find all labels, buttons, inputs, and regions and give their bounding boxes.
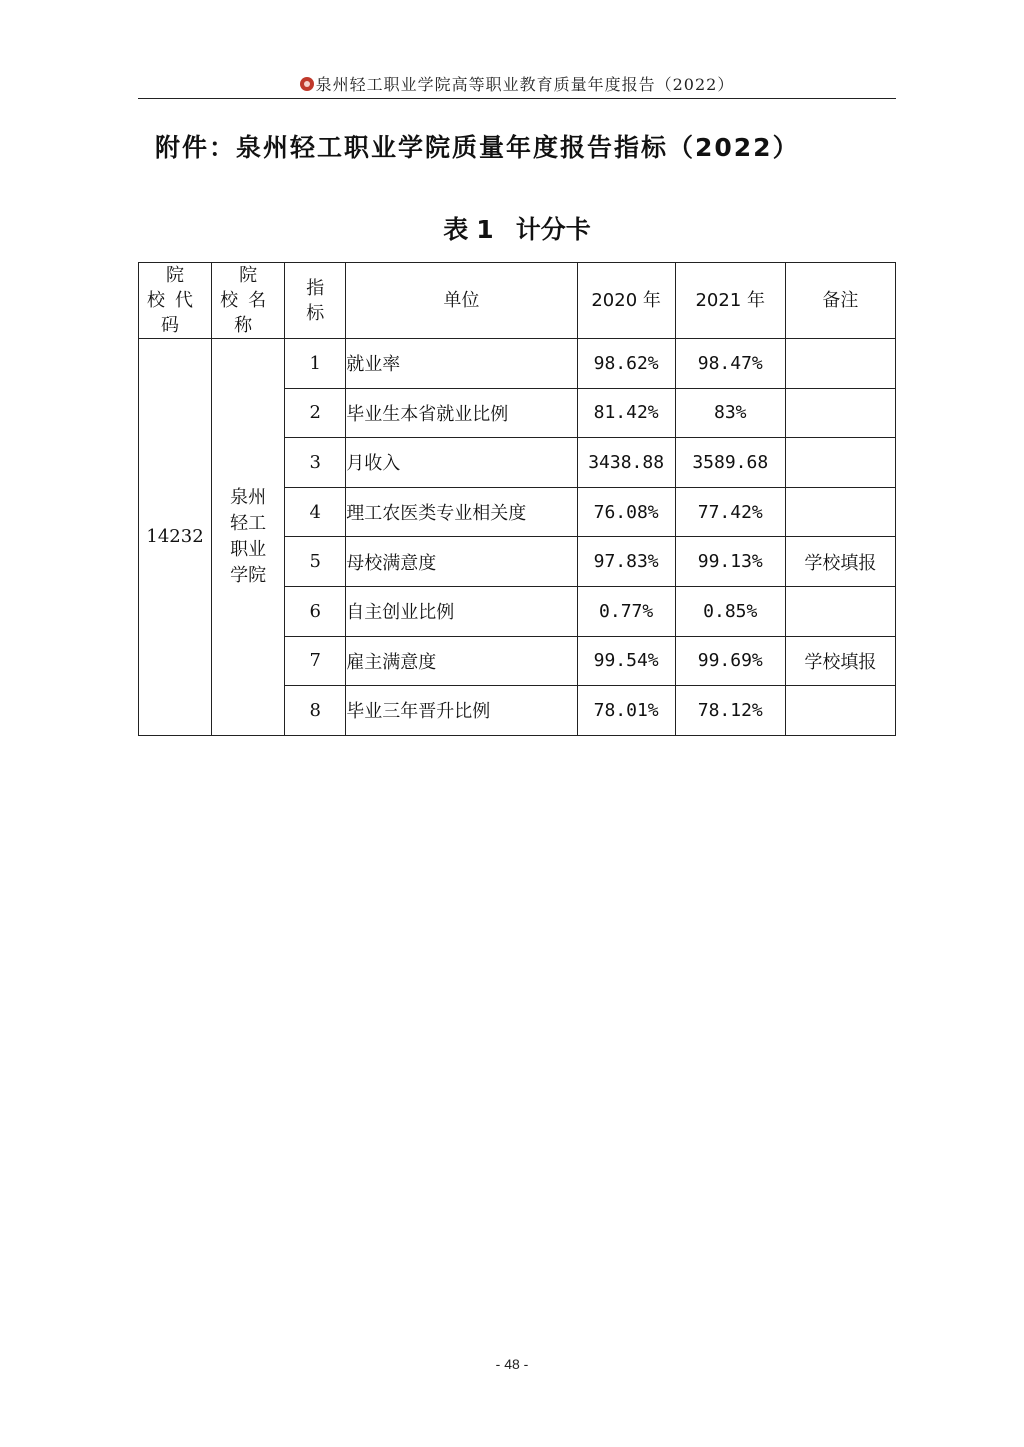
indicator-index-cell: 8 — [285, 686, 346, 736]
value-2020-cell: 3438.88 — [577, 438, 675, 488]
remark-cell — [785, 586, 895, 636]
school-name-cell: 泉州轻工职业学院 — [212, 339, 285, 736]
column-header-remark: 备注 — [785, 263, 895, 339]
indicator-index-cell: 1 — [285, 339, 346, 389]
table-caption — [0, 210, 1024, 246]
table-caption-number: 1 — [476, 215, 494, 244]
value-2020-cell: 78.01% — [577, 686, 675, 736]
unit-cell: 月收入 — [346, 438, 577, 488]
remark-cell: 学校填报 — [785, 537, 895, 587]
indicator-index-cell: 5 — [285, 537, 346, 587]
remark-cell — [785, 388, 895, 438]
value-2020-cell: 97.83% — [577, 537, 675, 587]
remark-cell: 学校填报 — [785, 636, 895, 686]
value-2021-cell: 78.12% — [675, 686, 785, 736]
unit-cell: 理工农医类专业相关度 — [346, 487, 577, 537]
indicator-index-cell: 7 — [285, 636, 346, 686]
indicator-index-cell: 3 — [285, 438, 346, 488]
value-2020-cell: 0.77% — [577, 586, 675, 636]
school-code-cell: 14232 — [139, 339, 212, 736]
value-2021-cell: 99.69% — [675, 636, 785, 686]
unit-cell: 母校满意度 — [346, 537, 577, 587]
remark-cell — [785, 438, 895, 488]
remark-cell — [785, 686, 895, 736]
indicator-index-cell: 6 — [285, 586, 346, 636]
document-heading: 附件：泉州轻工职业学院质量年度报告指标（2022） — [155, 133, 800, 162]
value-2021-cell: 98.47% — [675, 339, 785, 389]
unit-cell: 雇主满意度 — [346, 636, 577, 686]
page-number: - 48 - — [495, 1356, 529, 1372]
unit-cell: 就业率 — [346, 339, 577, 389]
table-caption-title: 计分卡 — [515, 215, 591, 244]
scorecard-table — [138, 262, 896, 736]
running-title: 泉州轻工职业学院高等职业教育质量年度报告（2022） — [315, 75, 735, 94]
value-2021-cell: 99.13% — [675, 537, 785, 587]
column-header-school-name: 院校名称 — [212, 263, 285, 339]
column-header-school-code: 院校代码 — [139, 263, 212, 339]
table-header-row — [139, 263, 896, 339]
column-header-unit: 单位 — [346, 263, 577, 339]
value-2020-cell: 76.08% — [577, 487, 675, 537]
column-header-2021: 2021 年 — [675, 263, 785, 339]
unit-cell: 毕业生本省就业比例 — [346, 388, 577, 438]
value-2021-cell: 0.85% — [675, 586, 785, 636]
value-2021-cell: 77.42% — [675, 487, 785, 537]
value-2020-cell: 98.62% — [577, 339, 675, 389]
running-header — [138, 72, 896, 99]
unit-cell: 毕业三年晋升比例 — [346, 686, 577, 736]
column-header-indicator: 指标 — [285, 263, 346, 339]
indicator-index-cell: 2 — [285, 388, 346, 438]
indicator-index-cell: 4 — [285, 487, 346, 537]
table-caption-prefix: 表 — [443, 215, 469, 244]
table-body — [139, 339, 896, 736]
value-2021-cell: 83% — [675, 388, 785, 438]
remark-cell — [785, 487, 895, 537]
table-row — [139, 339, 896, 389]
school-emblem-icon — [300, 77, 314, 91]
unit-cell: 自主创业比例 — [346, 586, 577, 636]
value-2021-cell: 3589.68 — [675, 438, 785, 488]
value-2020-cell: 99.54% — [577, 636, 675, 686]
remark-cell — [785, 339, 895, 389]
column-header-2020: 2020 年 — [577, 263, 675, 339]
value-2020-cell: 81.42% — [577, 388, 675, 438]
